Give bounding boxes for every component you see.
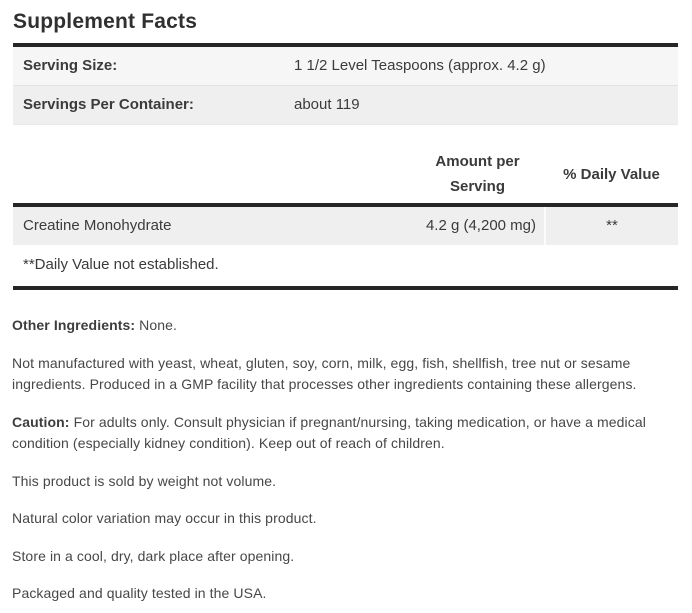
caution-text: For adults only. Consult physician if pregnant/nursing, taking medication, or have a medical condition (especially kidney condition). Keep out of reach of children. [12, 413, 646, 451]
caution-label: Caution: [12, 413, 70, 430]
nutrient-table-header-row [13, 145, 678, 205]
caution-note [12, 412, 680, 455]
nutrient-name: Creatine Monohydrate [23, 217, 172, 234]
sold-by-weight-text: This product is sold by weight not volume. [12, 472, 277, 489]
other-ingredients-label: Other Ingredients: [12, 317, 136, 333]
header-spacer [13, 145, 410, 205]
packaged-note [12, 583, 680, 605]
notes-section [12, 315, 680, 605]
other-ingredients-note [12, 315, 680, 337]
storage-text: Store in a cool, dry, dark place after opening. [12, 547, 295, 564]
daily-value-footnote: **Daily Value not established. [13, 245, 678, 288]
color-variation-note [12, 508, 680, 530]
nutrient-daily-value: ** [545, 205, 678, 245]
servings-per-container-value: about 119 [294, 96, 360, 113]
sold-by-weight-note [12, 471, 680, 493]
table-row [13, 205, 678, 245]
servings-per-container-label: Servings Per Container: [23, 96, 194, 113]
packaged-text: Packaged and quality tested in the USA. [12, 585, 267, 601]
table-row [13, 86, 678, 125]
serving-size-value: 1 1/2 Level Teaspoons (approx. 4.2 g) [294, 57, 546, 74]
allergen-note [12, 353, 680, 396]
header-percent-daily-value: % Daily Value [545, 145, 678, 205]
table-row [13, 245, 678, 288]
nutrient-amount: 4.2 g (4,200 mg) [425, 217, 536, 234]
serving-info-table [13, 43, 678, 125]
allergen-text: Not manufactured with yeast, wheat, gluten, soy, corn, milk, egg, fish, shellfish, tree nut or sesame ingredients. Produced in a GMP facility that processes other ingredients containing these allergens. [12, 354, 637, 392]
table-row [13, 45, 678, 86]
storage-note [12, 546, 680, 568]
page-title: Supplement Facts [13, 10, 198, 33]
serving-size-label: Serving Size: [23, 57, 118, 74]
nutrient-table [13, 145, 678, 290]
other-ingredients-text: None. [135, 317, 178, 333]
color-variation-text: Natural color variation may occur in this product. [12, 510, 317, 526]
header-amount-per-serving: Amount per Serving [410, 145, 545, 205]
